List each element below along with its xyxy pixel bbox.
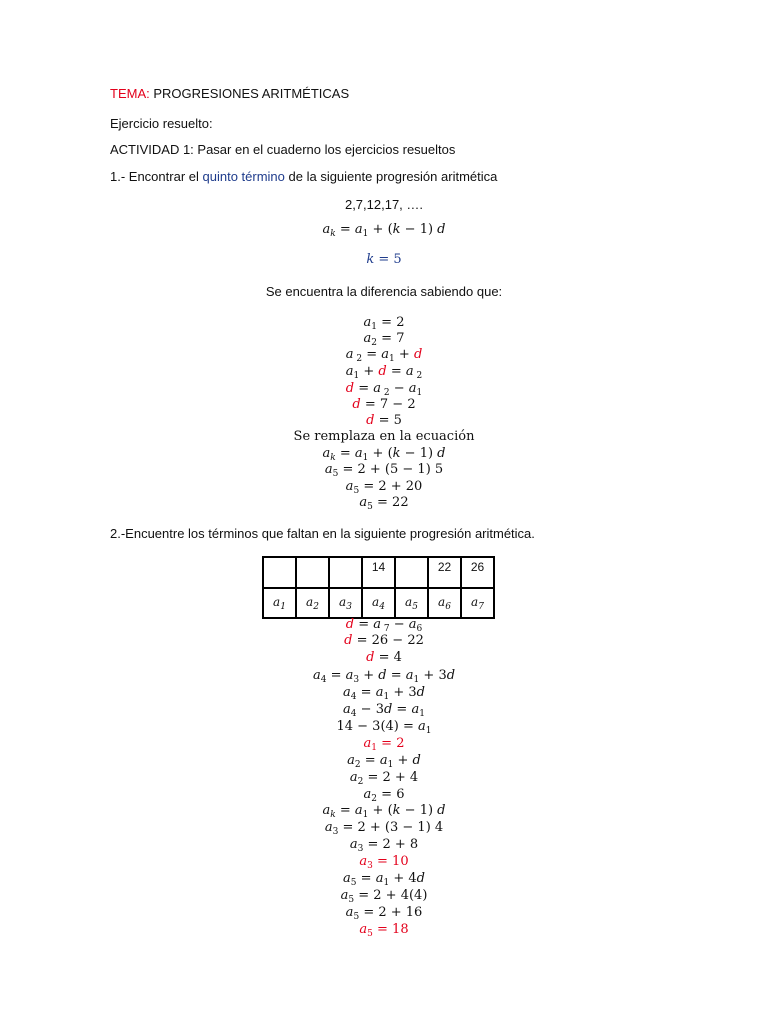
a5-result-2: $a_5 = 18$ bbox=[359, 922, 409, 939]
table-cell: 14 bbox=[362, 557, 395, 588]
a5-sum-2-text: = 2 + 16 bbox=[363, 905, 423, 920]
a5-sum-2: $a_5 = 2 + 16$ bbox=[345, 905, 423, 922]
a4-formula: $a_4 = a_3 + d = a_1 + 3d$ bbox=[312, 668, 456, 685]
sequence: 2,7,12,17, …. bbox=[344, 197, 424, 212]
a2-result-text: = 6 bbox=[381, 787, 405, 802]
terms-values-row bbox=[263, 557, 494, 588]
a1-isolated: $a_4 - 3d = a_1$ bbox=[343, 702, 425, 719]
a5-result: $a_5 = 22$ bbox=[359, 495, 409, 512]
a2-result: $a_2 = 6$ bbox=[363, 787, 405, 804]
a3-result-text: = 10 bbox=[377, 854, 409, 869]
a3-substitution: $a_3 = 2 + (3 - 1)$ 4 bbox=[324, 820, 444, 837]
table-cell bbox=[395, 557, 428, 588]
d-formula: d = a $_2 - a_1$ bbox=[345, 381, 423, 398]
a5-result-text: = 22 bbox=[377, 495, 409, 510]
replace-note: Se remplaza en la ecuación bbox=[293, 429, 475, 444]
a3-sum-text: = 2 + 8 bbox=[367, 837, 419, 852]
exercise1-prompt-end: de la siguiente progresión aritmética bbox=[288, 169, 498, 184]
a5-sum-text: = 2 + 20 bbox=[363, 479, 423, 494]
exercise2-prompt: 2.-Encuentre los términos que faltan en la siguiente progresión aritmética. bbox=[110, 526, 535, 541]
k-value-text: = 5 bbox=[378, 252, 402, 267]
d-substitution-2: d = 26 − 22 bbox=[344, 633, 424, 648]
term-label: $a_4$ bbox=[362, 588, 395, 618]
terms-labels-row bbox=[263, 588, 494, 618]
topic-label: TEMA: bbox=[110, 86, 150, 101]
a5-substitution-2: $a_5 = 2 + 4(4)$ bbox=[340, 888, 428, 905]
a3-sum: $a_3 = 2 + 8$ bbox=[349, 837, 419, 854]
a5-substitution-2-text: = 2 + 4(4) bbox=[358, 888, 428, 903]
k-value: k = 5 bbox=[366, 252, 402, 267]
term-label: $a_1$ bbox=[263, 588, 296, 618]
term-label: $a_7$ bbox=[461, 588, 494, 618]
a4-formula-2: $a_4 = a_1 + 3d$ bbox=[343, 685, 425, 702]
a5-sum: $a_5 = 2 + 20$ bbox=[345, 479, 423, 496]
a1-plus-d: $a_1 + d = a$ $_2$ bbox=[345, 364, 423, 381]
table-cell bbox=[263, 557, 296, 588]
a1-result-text: = 2 bbox=[381, 736, 405, 751]
table-cell bbox=[329, 557, 362, 588]
topic-line bbox=[110, 86, 349, 101]
term-label: $a_3$ bbox=[329, 588, 362, 618]
a3-substitution-text: = 2 + (3 − 1) 4 bbox=[342, 820, 444, 835]
term-label: $a_6$ bbox=[428, 588, 461, 618]
difference-note: Se encuentra la diferencia sabiendo que: bbox=[265, 284, 503, 299]
d-result: d = 5 bbox=[366, 413, 402, 428]
d-formula-2: d = a $_7 - a_6$ bbox=[345, 617, 423, 634]
table-cell: 22 bbox=[428, 557, 461, 588]
d-substitution-text: = 7 − 2 bbox=[364, 397, 416, 412]
d-result-2-text: = 4 bbox=[378, 650, 402, 665]
term-label: $a_5$ bbox=[395, 588, 428, 618]
a3-result: $a_3 = 10$ bbox=[359, 854, 409, 871]
a2-formula: a $_2 = a_1 + d$ bbox=[345, 347, 423, 364]
table-cell bbox=[296, 557, 329, 588]
activity-line: ACTIVIDAD 1: Pasar en el cuaderno los ejercicios resueltos bbox=[110, 142, 456, 157]
general-formula: $a_k = a_1 + (k - 1)$ d bbox=[322, 222, 446, 239]
general-formula-2: $a_k = a_1 + (k - 1)$ d bbox=[322, 446, 446, 463]
exercise1-prompt bbox=[110, 169, 497, 184]
d-result-2: d = 4 bbox=[366, 650, 402, 665]
a1-result: $a_1 = 2$ bbox=[363, 736, 405, 753]
terms-table bbox=[262, 556, 495, 619]
exercise1-highlight: quinto término bbox=[202, 169, 285, 184]
a5-formula: $a_5 = a_1 + 4d$ bbox=[343, 871, 425, 888]
general-formula-3: $a_k = a_1 + (k - 1)$ d bbox=[322, 803, 446, 820]
a5-substitution-text: = 2 + (5 − 1) 5 bbox=[342, 462, 444, 477]
a5-result-2-text: = 18 bbox=[377, 922, 409, 937]
d-substitution-2-text: = 26 − 22 bbox=[356, 633, 424, 648]
subtitle: Ejercicio resuelto: bbox=[110, 116, 213, 131]
topic-title: PROGRESIONES ARITMÉTICAS bbox=[153, 86, 350, 101]
a2-substitution: $a_2 = 2 + 4$ bbox=[349, 770, 419, 787]
a1-equation: $a_1 = 2$ bbox=[363, 315, 405, 332]
a2-equation: $a_2 = 7$ bbox=[363, 331, 405, 348]
a5-substitution: $a_5 = 2 + (5 - 1)$ 5 bbox=[324, 462, 444, 479]
a2-substitution-text: = 2 + 4 bbox=[367, 770, 419, 785]
d-result-text: = 5 bbox=[378, 413, 402, 428]
exercise1-prompt-start: 1.- Encontrar el bbox=[110, 169, 199, 184]
term-label: $a_2$ bbox=[296, 588, 329, 618]
a2-value: = 7 bbox=[381, 331, 405, 346]
d-substitution: d = 7 − 2 bbox=[352, 397, 416, 412]
a1-calculation-text: 14 − 3(4) = bbox=[336, 719, 414, 734]
table-cell: 26 bbox=[461, 557, 494, 588]
a1-calculation: $14 - 3(4) = a_1$ bbox=[336, 719, 432, 736]
a1-value: = 2 bbox=[381, 315, 405, 330]
a2-formula-2: $a_2 = a_1 + d$ bbox=[347, 753, 421, 770]
